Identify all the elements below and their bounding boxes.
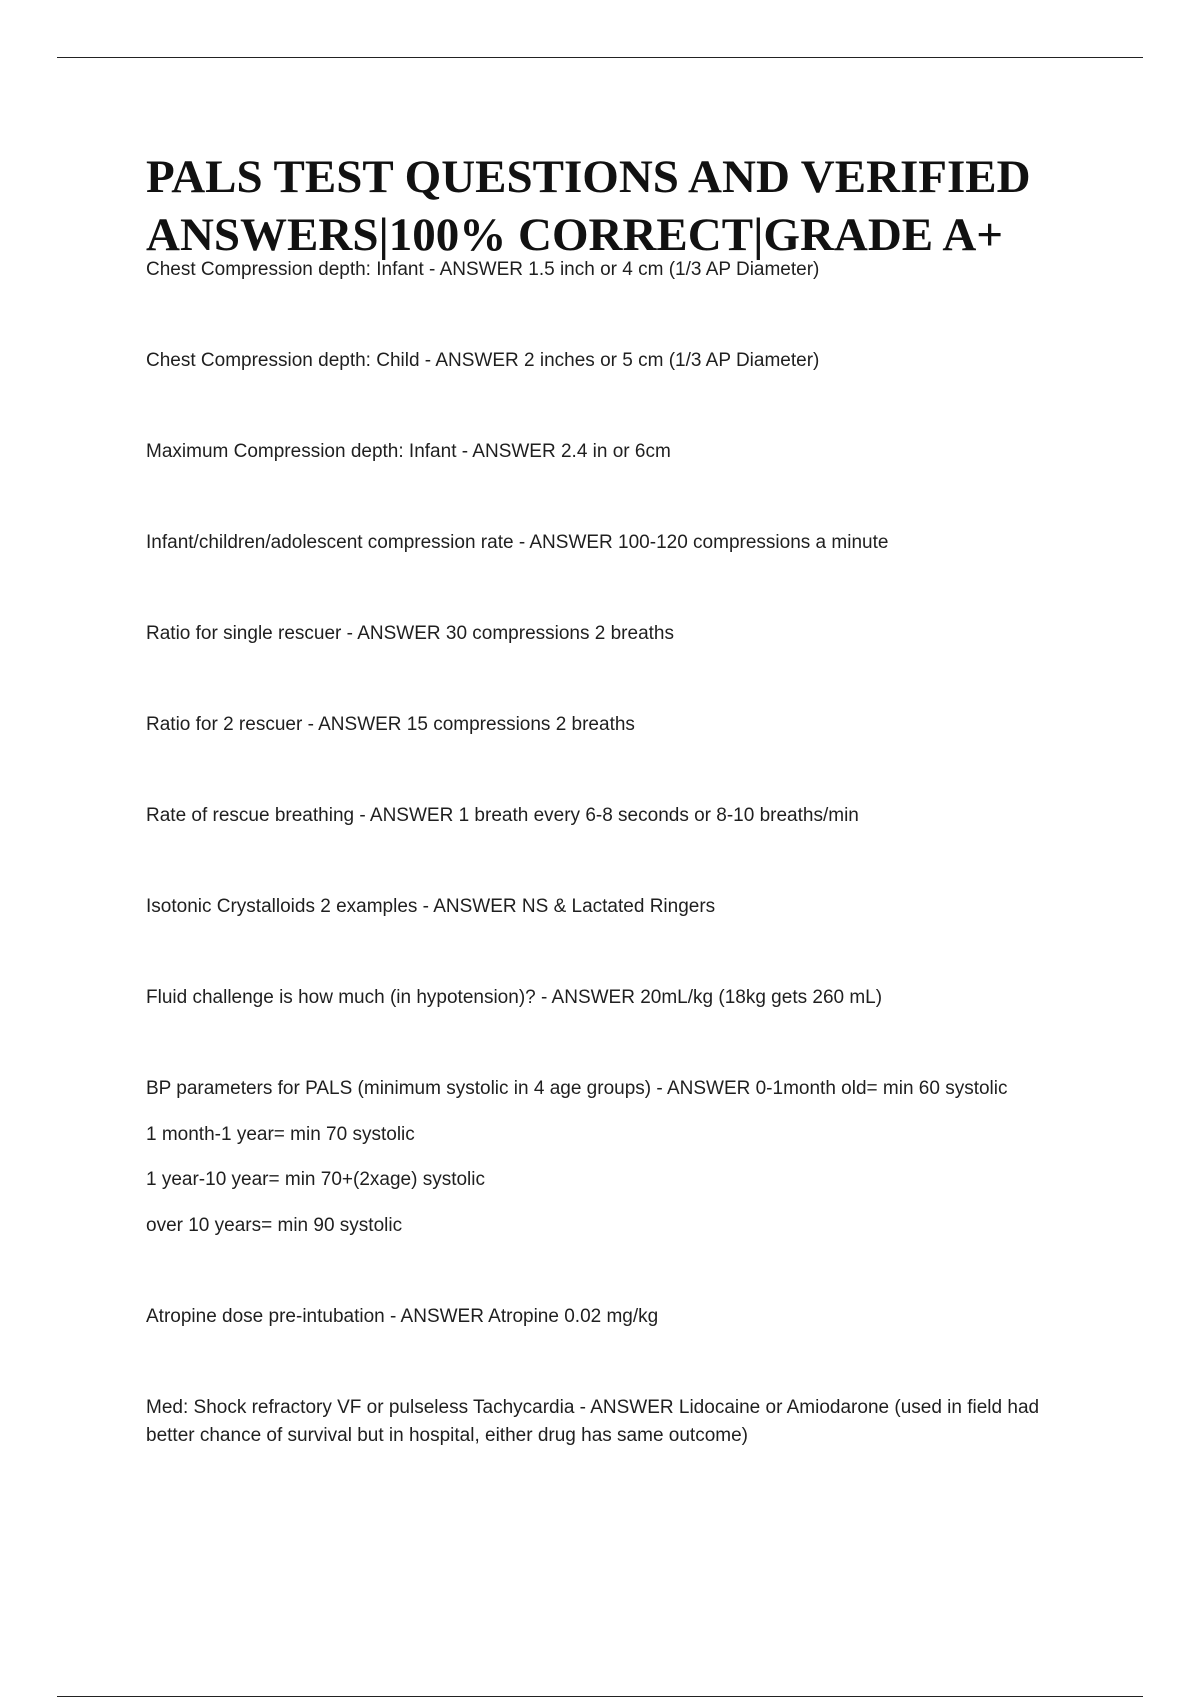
qa-item-bp-year-to-ten: 1 year-10 year= min 70+(2xage) systolic — [146, 1169, 485, 1190]
qa-item-atropine-dose: Atropine dose pre-intubation - ANSWER Atropine 0.02 mg/kg — [146, 1306, 659, 1327]
qa-item-child-compression-depth: Chest Compression depth: Child - ANSWER 2 inches or 5 cm (1/3 AP Diameter) — [146, 350, 820, 371]
title-line-2: ANSWERS|100% CORRECT|GRADE A+ — [146, 209, 1004, 261]
qa-item-shock-refractory-vf — [146, 1394, 1106, 1450]
qa-item-rescue-breathing-rate: Rate of rescue breathing - ANSWER 1 breath every 6-8 seconds or 8-10 breaths/min — [146, 805, 859, 826]
title-line-1: PALS TEST QUESTIONS AND VERIFIED — [146, 151, 1031, 203]
document-title — [146, 148, 1146, 264]
qa-item-line: better chance of survival but in hospital, either drug has same outcome) — [146, 1425, 748, 1446]
qa-item-bp-parameters: BP parameters for PALS (minimum systolic in 4 age groups) - ANSWER 0-1month old= min 60 systolic — [146, 1078, 1008, 1099]
qa-item-infant-compression-depth: Chest Compression depth: Infant - ANSWER 1.5 inch or 4 cm (1/3 AP Diameter) — [146, 259, 820, 280]
top-rule — [57, 57, 1143, 58]
qa-item-bp-month-to-year: 1 month-1 year= min 70 systolic — [146, 1124, 415, 1145]
qa-item-two-rescuer-ratio: Ratio for 2 rescuer - ANSWER 15 compressions 2 breaths — [146, 714, 635, 735]
qa-item-isotonic-crystalloids: Isotonic Crystalloids 2 examples - ANSWER NS & Lactated Ringers — [146, 896, 716, 917]
qa-item-fluid-challenge: Fluid challenge is how much (in hypotension)? - ANSWER 20mL/kg (18kg gets 260 mL) — [146, 987, 883, 1008]
bottom-rule — [57, 1696, 1143, 1697]
qa-item-single-rescuer-ratio: Ratio for single rescuer - ANSWER 30 compressions 2 breaths — [146, 623, 674, 644]
qa-item-max-compression-depth: Maximum Compression depth: Infant - ANSWER 2.4 in or 6cm — [146, 441, 671, 462]
qa-item-line: Med: Shock refractory VF or pulseless Tachycardia - ANSWER Lidocaine or Amiodarone (used in field had — [146, 1397, 1040, 1418]
qa-item-compression-rate: Infant/children/adolescent compression rate - ANSWER 100-120 compressions a minute — [146, 532, 889, 553]
qa-item-bp-over-ten: over 10 years= min 90 systolic — [146, 1215, 403, 1236]
